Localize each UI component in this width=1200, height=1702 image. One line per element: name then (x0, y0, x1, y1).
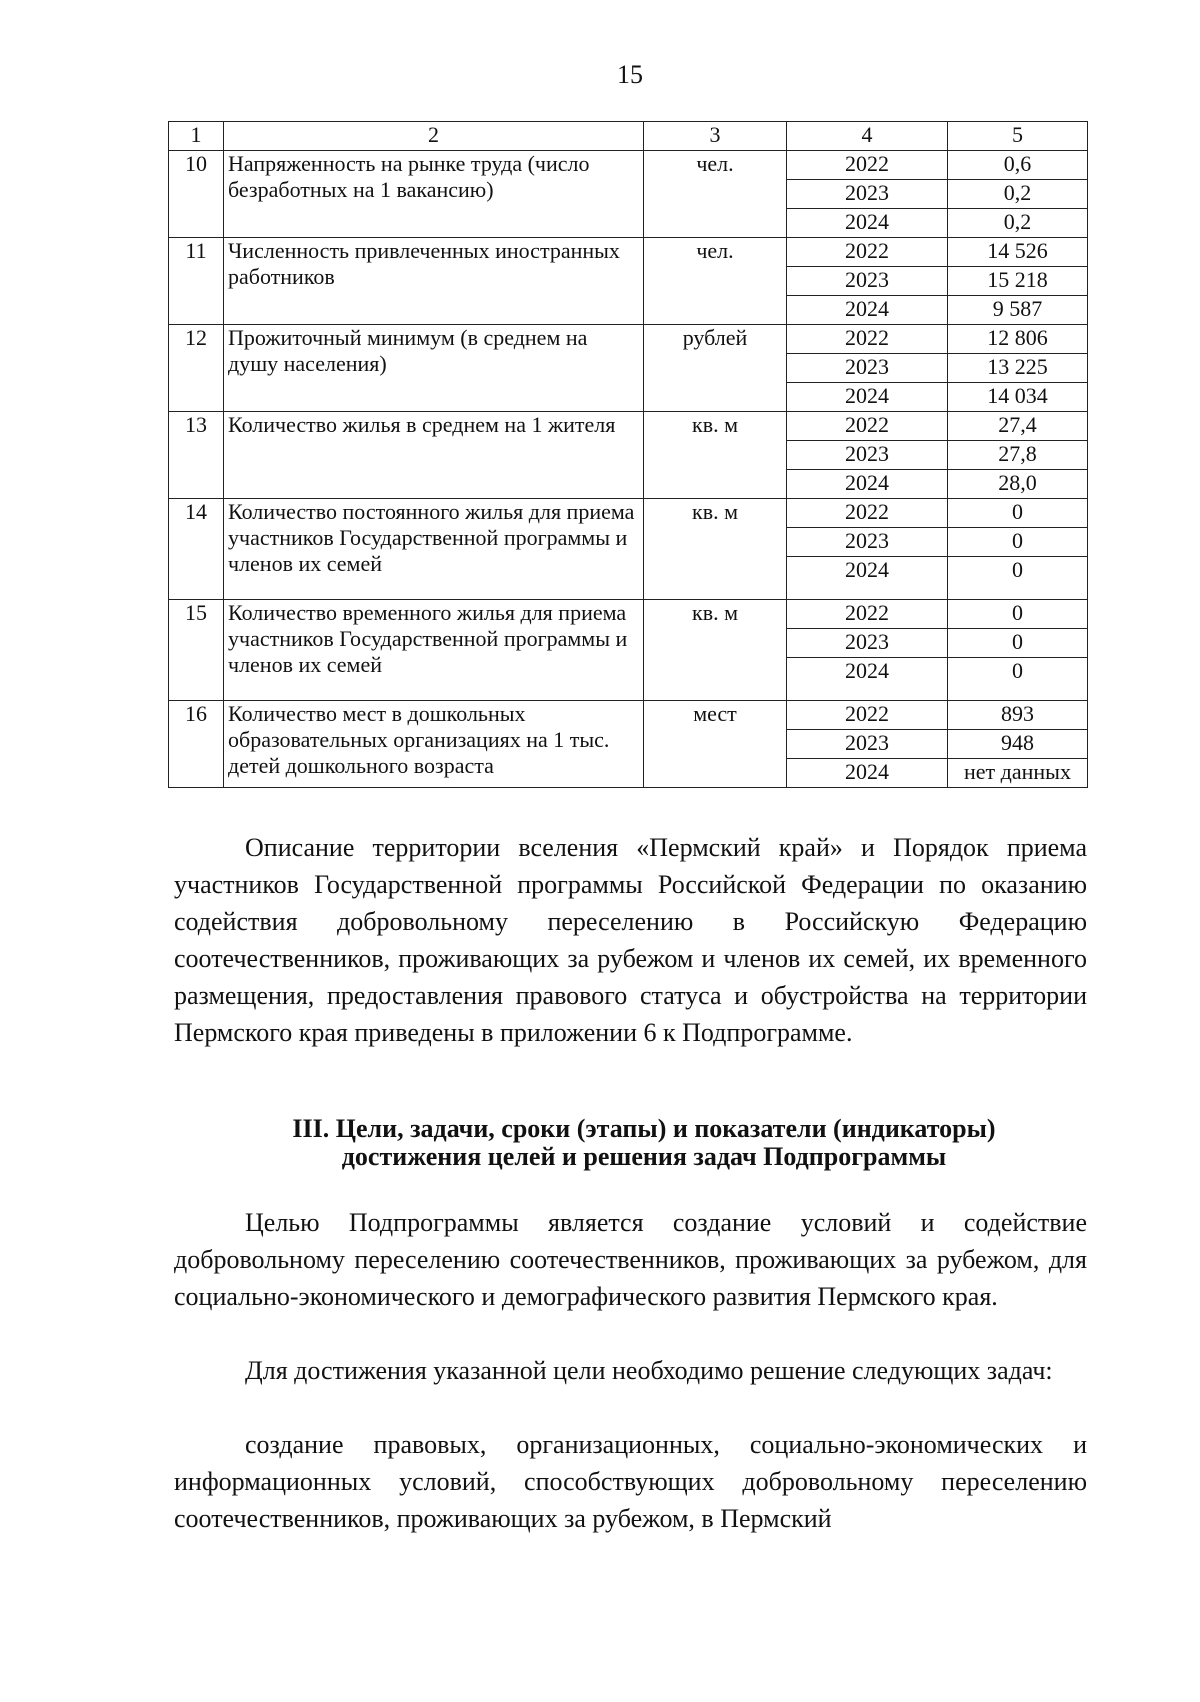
year-cell: 2024 (787, 470, 948, 499)
indicator-name: Количество жилья в среднем на 1 жителя (224, 412, 644, 499)
table-row (169, 238, 1088, 267)
value-cell: 9 587 (948, 296, 1088, 325)
unit-of-measure: рублей (644, 325, 787, 412)
indicator-name: Количество постоянного жилья для приема участников Государственной программы и членов их семей (224, 499, 644, 600)
row-number: 15 (169, 600, 224, 701)
indicator-name: Прожиточный минимум (в среднем на душу населения) (224, 325, 644, 412)
row-number: 13 (169, 412, 224, 499)
column-header: 2 (224, 122, 644, 151)
indicators-table (168, 121, 1088, 788)
paragraph-territory-description: Описание территории вселения «Пермский край» и Порядок приема участников Государственной программы Российской Федерации по оказанию содействия добровольному переселению в Российскую Федерацию соотечественников, проживающих за рубежом и членов их семей, их временного размещения, предоставления правового статуса и обустройства на территории Пермского края приведены в приложении 6 к Подпрограмме. (174, 833, 1087, 1047)
year-cell: 2024 (787, 759, 948, 788)
unit-of-measure: кв. м (644, 600, 787, 701)
column-header: 4 (787, 122, 948, 151)
column-header: 1 (169, 122, 224, 151)
year-cell: 2022 (787, 701, 948, 730)
value-cell: 0 (948, 499, 1088, 528)
year-cell: 2023 (787, 354, 948, 383)
year-cell: 2022 (787, 151, 948, 180)
indicator-name: Количество временного жилья для приема участников Государственной программы и членов их семей (224, 600, 644, 701)
year-cell: 2024 (787, 658, 948, 701)
value-cell: 893 (948, 701, 1088, 730)
unit-of-measure: чел. (644, 238, 787, 325)
unit-of-measure: кв. м (644, 499, 787, 600)
year-cell: 2022 (787, 499, 948, 528)
year-cell: 2022 (787, 325, 948, 354)
unit-of-measure: кв. м (644, 412, 787, 499)
year-cell: 2022 (787, 412, 948, 441)
year-cell: 2023 (787, 528, 948, 557)
value-cell: 13 225 (948, 354, 1088, 383)
table-row (169, 600, 1088, 629)
row-number: 16 (169, 701, 224, 788)
value-cell: 15 218 (948, 267, 1088, 296)
column-header: 5 (948, 122, 1088, 151)
unit-of-measure: чел. (644, 151, 787, 238)
value-cell: нет данных (948, 759, 1088, 788)
value-cell: 0,6 (948, 151, 1088, 180)
column-header: 3 (644, 122, 787, 151)
value-cell: 0 (948, 629, 1088, 658)
year-cell: 2023 (787, 180, 948, 209)
section-heading (174, 1115, 1114, 1171)
year-cell: 2024 (787, 557, 948, 600)
indicator-name: Численность привлеченных иностранных работников (224, 238, 644, 325)
value-cell: 28,0 (948, 470, 1088, 499)
table-row (169, 412, 1088, 441)
unit-of-measure: мест (644, 701, 787, 788)
row-number: 10 (169, 151, 224, 238)
year-cell: 2023 (787, 441, 948, 470)
value-cell: 0 (948, 557, 1088, 600)
table-row (169, 325, 1088, 354)
paragraph-tasks-intro: Для достижения указанной цели необходимо решение следующих задач: (245, 1356, 1053, 1385)
paragraph-task-1: создание правовых, организационных, социально-экономических и информационных условий, способствующих добровольному переселению соотечественников, проживающих за рубежом, в Пермский (174, 1430, 1087, 1533)
section-heading-line: III. Цели, задачи, сроки (этапы) и показатели (индикаторы) (292, 1114, 996, 1143)
row-number: 14 (169, 499, 224, 600)
page-number: 15 (617, 60, 643, 89)
value-cell: 14 526 (948, 238, 1088, 267)
row-number: 12 (169, 325, 224, 412)
table-header-row (169, 122, 1088, 151)
indicator-name: Напряженность на рынке труда (число безработных на 1 вакансию) (224, 151, 644, 238)
value-cell: 0 (948, 658, 1088, 701)
year-cell: 2024 (787, 383, 948, 412)
value-cell: 0 (948, 528, 1088, 557)
year-cell: 2022 (787, 238, 948, 267)
year-cell: 2024 (787, 209, 948, 238)
value-cell: 14 034 (948, 383, 1088, 412)
value-cell: 27,8 (948, 441, 1088, 470)
value-cell: 12 806 (948, 325, 1088, 354)
section-heading-line: достижения целей и решения задач Подпрограммы (341, 1142, 947, 1171)
table-row (169, 701, 1088, 730)
year-cell: 2023 (787, 629, 948, 658)
value-cell: 0 (948, 600, 1088, 629)
indicator-name: Количество мест в дошкольных образовательных организациях на 1 тыс. детей дошкольного возраста (224, 701, 644, 788)
value-cell: 27,4 (948, 412, 1088, 441)
table-body (169, 151, 1088, 788)
year-cell: 2023 (787, 730, 948, 759)
table-row (169, 499, 1088, 528)
value-cell: 0,2 (948, 209, 1088, 238)
table-row (169, 151, 1088, 180)
value-cell: 948 (948, 730, 1088, 759)
paragraph-goal: Целью Подпрограммы является создание условий и содействие добровольному переселению соотечественников, проживающих за рубежом, для социально-экономического и демографического развития Пермского края. (174, 1208, 1087, 1311)
year-cell: 2022 (787, 600, 948, 629)
row-number: 11 (169, 238, 224, 325)
year-cell: 2024 (787, 296, 948, 325)
year-cell: 2023 (787, 267, 948, 296)
value-cell: 0,2 (948, 180, 1088, 209)
